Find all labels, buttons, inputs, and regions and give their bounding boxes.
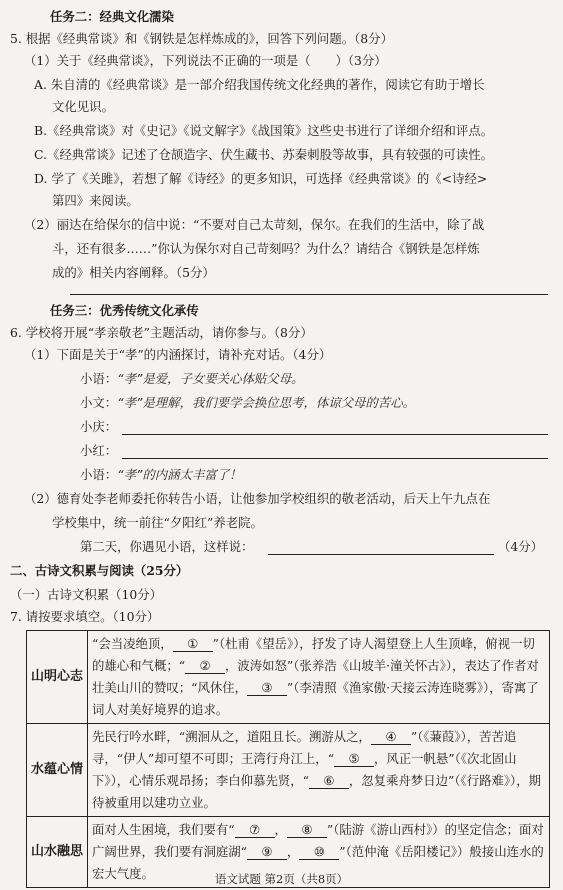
question-7: 7. 请按要求填空。（10分） [10,609,160,624]
row-content: 面对人生困境，我们要有“ ⑦ ， ⑧ ”（陆游《游山西村》）的坚定信念；面对广阔世界，我们要有洞庭湖“ ⑨ ， ⑩ ”（范仲淹《岳阳楼记》）般接山连水的宏大气度。 [88,817,550,888]
task3-title: 任务三：优秀传统文化承传 [50,303,199,318]
question-6-2-score: （4分） [498,539,544,554]
option-d-line2: 第四》来阅读。 [52,193,139,208]
blank-6[interactable]: ⑥ [310,773,347,788]
question-5-1: （1）关于《经典常谈》，下列说法不正确的一项是（ ）（3分） [24,53,387,68]
question-6: 6. 学校将开展“孝亲敬老”主题活动，请你参与。（8分） [10,325,313,340]
poem-fill-table [26,630,550,888]
dialogue-line-1 [80,370,303,388]
option-b: B.《经典常谈》对《史记》《说文解字》《战国策》这些史书进行了详细介绍和评点。 [34,123,494,138]
row-heading: 水蕴心情 [27,724,88,817]
dialogue-line-2 [80,394,415,412]
question-5-2-line2: 斗，还有很多……”你认为保尔对自己苛刻吗？为什么？请结合《钢铁是怎样炼 [52,241,480,256]
speaker-label: 小语： [80,371,118,386]
table-row [27,631,550,724]
row-content: 先民行吟水畔，“溯洄从之，道阻且长。溯游从之， ④ ”（《蒹葭》），苦苦追寻，“伊人”却可望不可即；王湾行舟江上，“ ⑤ ，风正一帆悬”（《次北固山下》），心情乐观昂扬；李白仰慕先贤，“ ⑥ ，忽复乘舟梦日边”（《行路难》），期待被重用以建功立业。 [88,724,550,817]
answer-blank-xiaoqing[interactable] [122,420,548,435]
part2-title: 二、古诗文积累与阅读（25分） [10,563,189,578]
section-divider [70,294,548,295]
question-6-2-line1: （2）德育处李老师委托你转告小语，让他参加学校组织的敬老活动，后天上午九点在 [24,491,491,506]
speaker-label-xiaoqing: 小庆： [80,419,118,434]
option-a-line1: A. 朱自清的《经典常谈》是一部介绍我国传统文化经典的著作，阅读它有助于增长 [34,77,485,92]
blank-2[interactable]: ② [187,658,223,673]
blank-10[interactable]: ⑩ [301,844,338,859]
blank-5[interactable]: ⑤ [336,751,372,766]
page-footer: 语文试题 第2页（共8页） [214,872,349,886]
blank-4[interactable]: ④ [372,729,409,744]
blank-3[interactable]: ③ [249,680,285,695]
dialogue-text: “孝”是理解，我们要学会换位思考，体谅父母的苦心。 [117,395,415,410]
option-c: C.《经典常谈》记述了仓颉造字、伏生藏书、苏秦刺股等故事，具有较强的可读性。 [34,147,494,162]
option-d-line1: D. 学了《关雎》，若想了解《诗经》的更多知识，可选择《经典常谈》的《<诗经> [34,171,488,186]
speaker-label-xiaohong: 小红： [80,443,118,458]
question-5-2-line3: 成的》相关内容阐释。（5分） [52,265,215,280]
question-5-2-line1: （2）丽达在给保尔的信中说：“不要对自己太苛刻，保尔。在我们的生活中，除了战 [24,217,485,232]
answer-blank-6-2[interactable] [268,540,494,555]
answer-blank-xiaohong[interactable] [122,444,548,459]
blank-8[interactable]: ⑧ [288,822,325,837]
blank-1[interactable]: ① [174,636,211,651]
dialogue-line-5 [80,466,242,484]
question-6-2-line2: 学校集中，统一前往“夕阳红”养老院。 [52,515,263,530]
dialogue-text: “孝”的内涵太丰富了！ [117,467,242,482]
row-heading: 山水融思 [27,817,88,888]
speaker-label: 小文： [80,395,118,410]
option-a-line2: 文化见识。 [52,99,114,114]
task2-title: 任务二：经典文化濡染 [50,9,174,24]
blank-9[interactable]: ⑨ [249,844,285,859]
question-5: 5. 根据《经典常谈》和《钢铁是怎样炼成的》，回答下列问题。（8分） [10,31,393,46]
dialogue-text: “孝”是爱，子女要关心体贴父母。 [117,371,304,386]
row-content: “会当凌绝顶， ① ”（杜甫《望岳》），抒发了诗人渴望登上人生顶峰，俯视一切的雄心和气概；“ ② ，波涛如怒”（张养浩《山坡羊·潼关怀古》），表达了作者对壮美山川的赞叹；“风休住， ③ ”（李清照《渔家傲·天接云涛连晓雾》），寄寓了词人对美好境界的追求。 [88,631,550,724]
question-6-2-line3: 第二天，你遇见小语，这样说： [80,539,254,554]
table-row [27,724,550,817]
row-heading: 山明心志 [27,631,88,724]
part2-subtitle: （一）古诗文积累（10分） [10,587,163,602]
speaker-label: 小语： [80,467,118,482]
question-6-1: （1）下面是关于“孝”的内涵探讨，请补充对话。（4分） [24,347,332,362]
blank-7[interactable]: ⑦ [236,822,273,837]
